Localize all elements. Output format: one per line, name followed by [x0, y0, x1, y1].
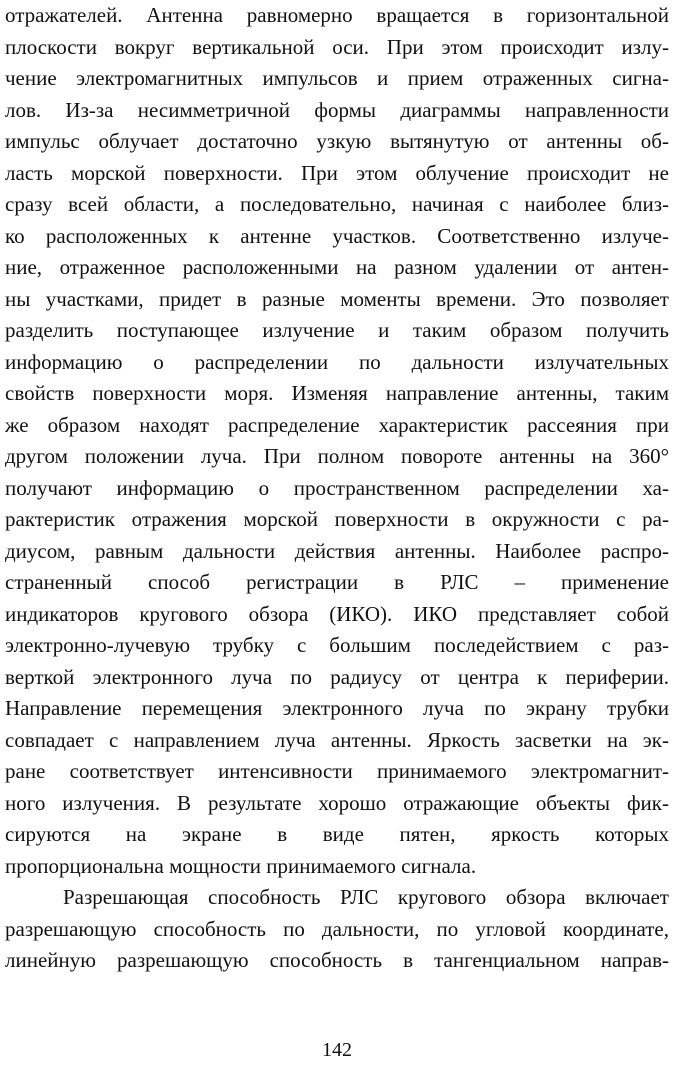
text-line: разделить поступающее излучение и таким образом получить — [5, 318, 669, 342]
text-line: совпадает с направлением луча антенны. Яркость засветки на эк- — [5, 727, 669, 752]
text-line: сируются на экране в виде пятен, яркость которых — [5, 822, 669, 846]
text-line: электронно-лучевую трубку с большим последействием с раз- — [5, 633, 669, 657]
text-line: ласть морской поверхности. При этом облучение происходит не — [5, 160, 669, 185]
text-line: же образом находят распределение характеристик рассеяния при — [5, 412, 669, 437]
text-line: другом положении луча. При полном повороте антенны на 360° — [5, 444, 669, 468]
text-line: получают информацию о пространственном распределении ха- — [5, 475, 669, 500]
text-line: лов. Из-за несимметричной формы диаграммы направленности — [5, 97, 669, 122]
text-line: линейную разрешающую способность в тангенциальном направ- — [5, 948, 669, 972]
text-line: ние, отраженное расположенными на разном удалении от антен- — [5, 255, 669, 279]
text-line: плоскости вокруг вертикальной оси. При этом происходит излу- — [5, 34, 669, 59]
text-line: чение электромагнитных импульсов и прием отраженных сигна- — [5, 66, 669, 90]
text-line: Направление перемещения электронного луча по экрану трубки — [5, 696, 669, 720]
text-line: импульс облучает достаточно узкую вытянутую от антенны об- — [5, 129, 669, 153]
text-line: страненный способ регистрации в РЛС – применение — [5, 570, 669, 594]
text-line: ране соответствует интенсивности принимаемого электромагнит- — [5, 759, 669, 783]
text-line: ны участками, придет в разные моменты времени. Это позволяет — [5, 286, 669, 311]
paragraph-end-line: пропорциональна мощности принимаемого сигнала. — [5, 853, 477, 878]
body-text — [5, 0, 669, 977]
paragraph-start-line: Разрешающая способность РЛС кругового обзора включает — [63, 885, 669, 909]
text-line: верткой электронного луча по радиусу от центра к периферии. — [5, 664, 669, 689]
text-line: свойств поверхности моря. Изменяя направление антенны, таким — [5, 381, 669, 405]
text-line: разрешающую способность по дальности, по угловой координате, — [5, 916, 669, 941]
text-line: ко расположенных к антенне участков. Соответственно излуче- — [5, 223, 669, 248]
text-line: диусом, равным дальности действия антенны. Наиболее распро- — [5, 538, 669, 563]
text-line: отражателей. Антенна равномерно вращается в горизонтальной — [5, 3, 669, 27]
text-line: ного излучения. В результате хорошо отражающие объекты фик- — [5, 790, 669, 815]
text-line: информацию о распределении по дальности излучательных — [5, 349, 669, 374]
text-line: сразу всей области, а последовательно, начиная с наиболее близ- — [5, 192, 669, 216]
page-number: 142 — [322, 1039, 352, 1061]
text-line: индикаторов кругового обзора (ИКО). ИКО представляет собой — [5, 601, 669, 626]
text-line: рактеристик отражения морской поверхности в окружности с ра- — [5, 507, 669, 531]
